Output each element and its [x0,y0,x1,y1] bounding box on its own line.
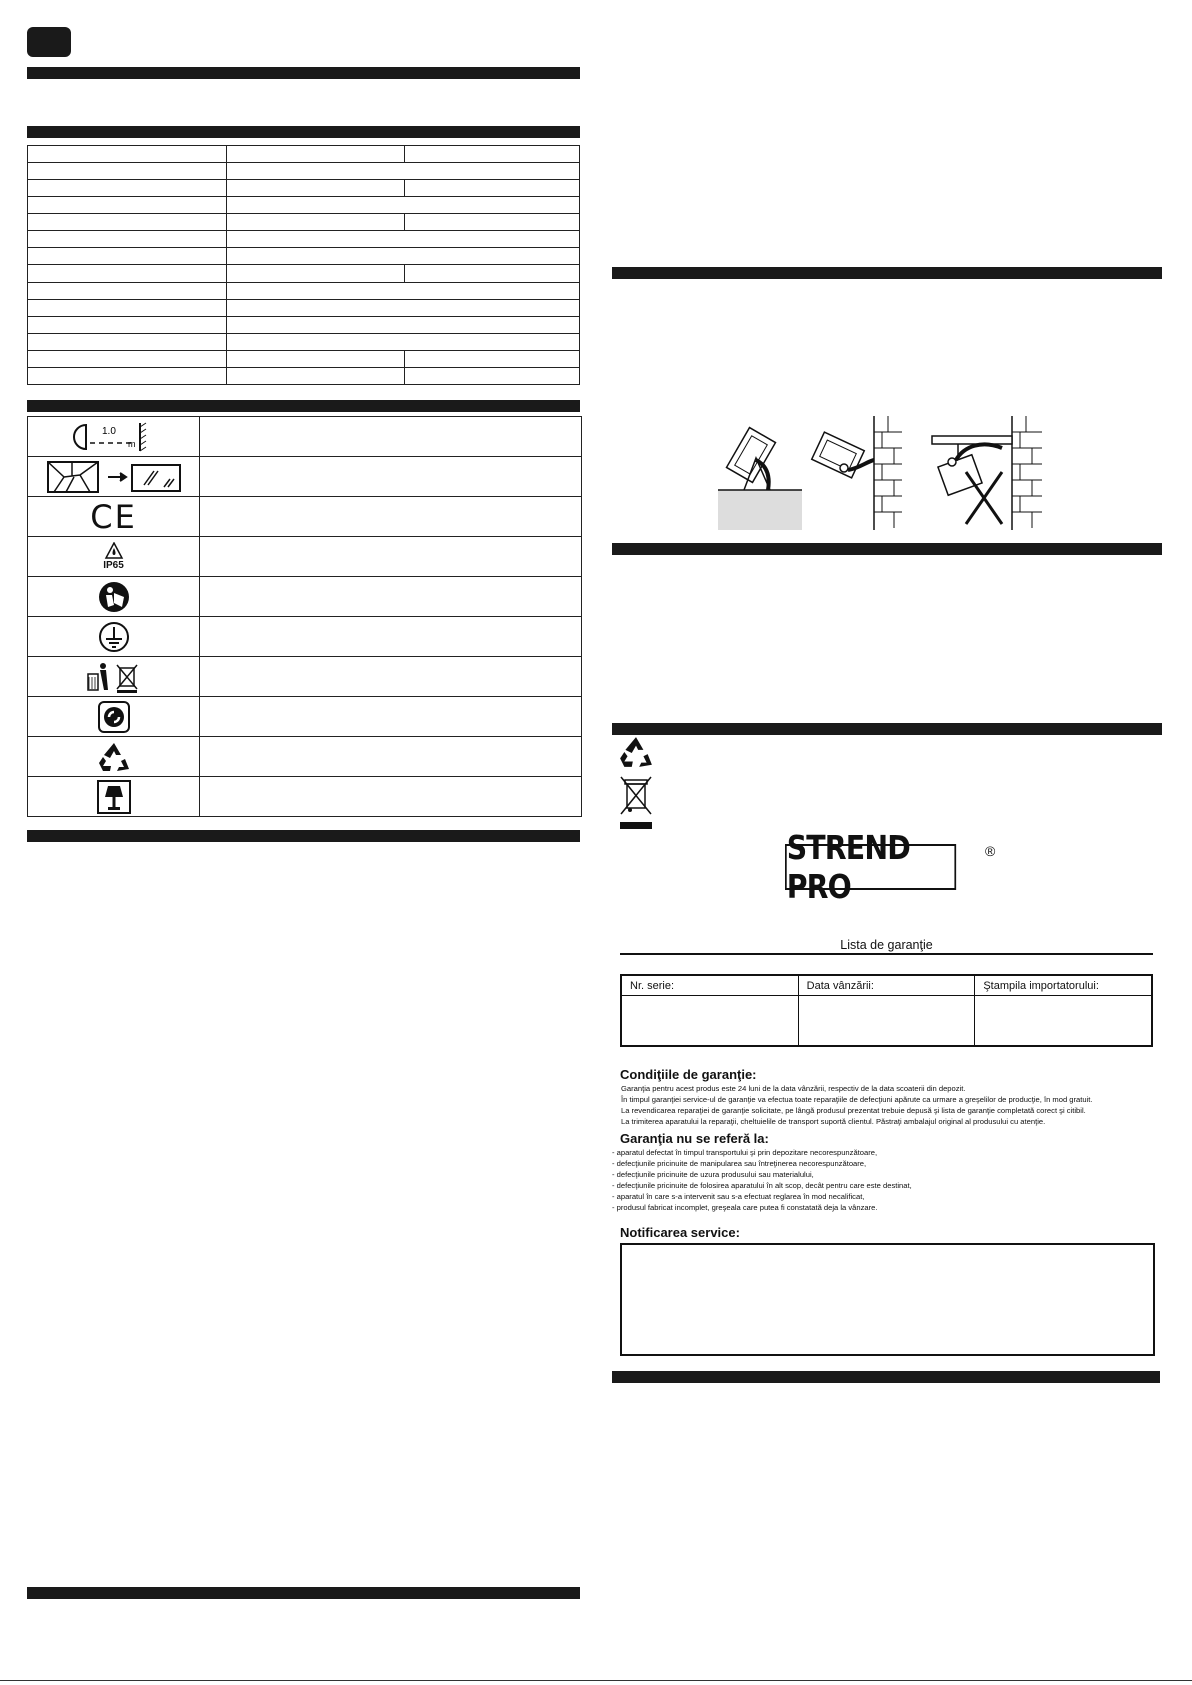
read-manual-icon [28,577,200,616]
distance-unit: m [127,438,135,449]
section-header-bar [612,267,1162,279]
language-tab [27,27,71,57]
replace-cracked-glass-icon [28,457,200,496]
green-dot-icon [28,697,200,736]
exclusion-line: - produsul fabricat incomplet, greşeala care putea fi constatată deja la vânzare. [612,1203,878,1212]
minimum-distance-icon [28,417,200,456]
distance-value: 1.0 [101,425,116,437]
section-header-bar [27,830,580,842]
service-notice-heading: Notificarea service: [620,1225,740,1240]
symbol-row [28,617,581,657]
crossed-bin-icon [618,774,654,830]
condition-line: În timpul garanţiei service-ul de garanţie va efectua toate reparaţiile de defecţiuni apărute ca urmare a greşelilor de producţie, în mod gratuit. [621,1095,1093,1104]
warranty-column [975,976,1151,1045]
sale-date-header: Data vânzării: [799,976,975,996]
warranty-table [620,974,1153,1047]
brand-logo: STREND PRO [785,844,956,890]
condition-line: La revendicarea reparaţiei de garanţie solicitate, pe lângă produsul prezentat trebuie depusă şi lista de garanţie completată corect şi citibil. [621,1106,1086,1115]
ce-mark: CE [90,497,137,536]
specifications-table [27,145,580,385]
warranty-exclusions-heading: Garanţia nu se referă la: [620,1131,769,1146]
section-header-bar [612,1371,1160,1383]
symbol-row [28,657,581,697]
mounting-illustration [712,412,1062,530]
weee-disposal-icon [28,657,200,696]
warranty-title: Lista de garanţie [840,938,933,952]
section-header-bar [27,400,580,412]
symbol-row [28,577,581,617]
condition-line: Garanţia pentru acest produs este 24 luni de la data vânzării, respectiv de la data scoaterii din depozit. [621,1084,966,1093]
service-notice-box [620,1243,1155,1356]
recycle-icon [28,737,200,776]
condition-line: La trimiterea aparatului la reparaţii, cheltuielile de transport suportă clientul. Păstraţi ambalajul original al produsului cu atenţie. [621,1117,1046,1126]
ce-mark-icon [28,497,200,536]
symbols-table [27,416,582,817]
warranty-column [622,976,799,1045]
exclusion-line: - aparatul în care s-a intervenit sau s-a efectuat reglarea în mod necalificat, [612,1192,865,1201]
exclusion-line: - defecţiunile pricinuite de manipularea sau întreţinerea necorespunzătoare, [612,1159,867,1168]
ip65-icon [28,537,200,576]
symbol-row [28,737,581,777]
symbol-row [28,777,581,817]
ip-rating: IP65 [103,560,124,571]
section-header-bar [612,543,1162,555]
wall-mount-incorrect-drawing [932,416,1042,530]
exclusion-line: - defecţiunile pricinuite de uzura produsului sau materialului, [612,1170,814,1179]
section-header-bar [27,67,580,79]
protective-earth-icon [28,617,200,656]
warranty-conditions-heading: Condiţiile de garanţie: [620,1067,757,1082]
importer-stamp-header: Ştampila importatorului: [975,976,1151,996]
symbol-row [28,417,581,457]
registered-mark: ® [985,843,996,859]
wall-mount-correct-drawing [812,416,902,530]
symbol-row [28,457,581,497]
symbol-row [28,697,581,737]
section-header-bar [27,126,580,138]
exclusion-line: - aparatul defectat în timpul transportului şi prin depozitare necorespunzătoare, [612,1148,878,1157]
page-bottom-rule [0,1680,1192,1681]
section-header-bar [27,1587,580,1599]
symbol-row [28,497,581,537]
recycle-icon [618,735,654,769]
ground-mount-drawing [718,428,802,530]
warranty-title-rule [620,953,1153,955]
warranty-column [799,976,976,1045]
serial-number-header: Nr. serie: [622,976,798,996]
section-header-bar [612,723,1162,735]
exclusion-line: - defecţiunile pricinuite de folosirea aparatului în alt scop, decât pentru care este destinat, [612,1181,912,1190]
indoor-use-icon [28,777,200,816]
symbol-row [28,537,581,577]
